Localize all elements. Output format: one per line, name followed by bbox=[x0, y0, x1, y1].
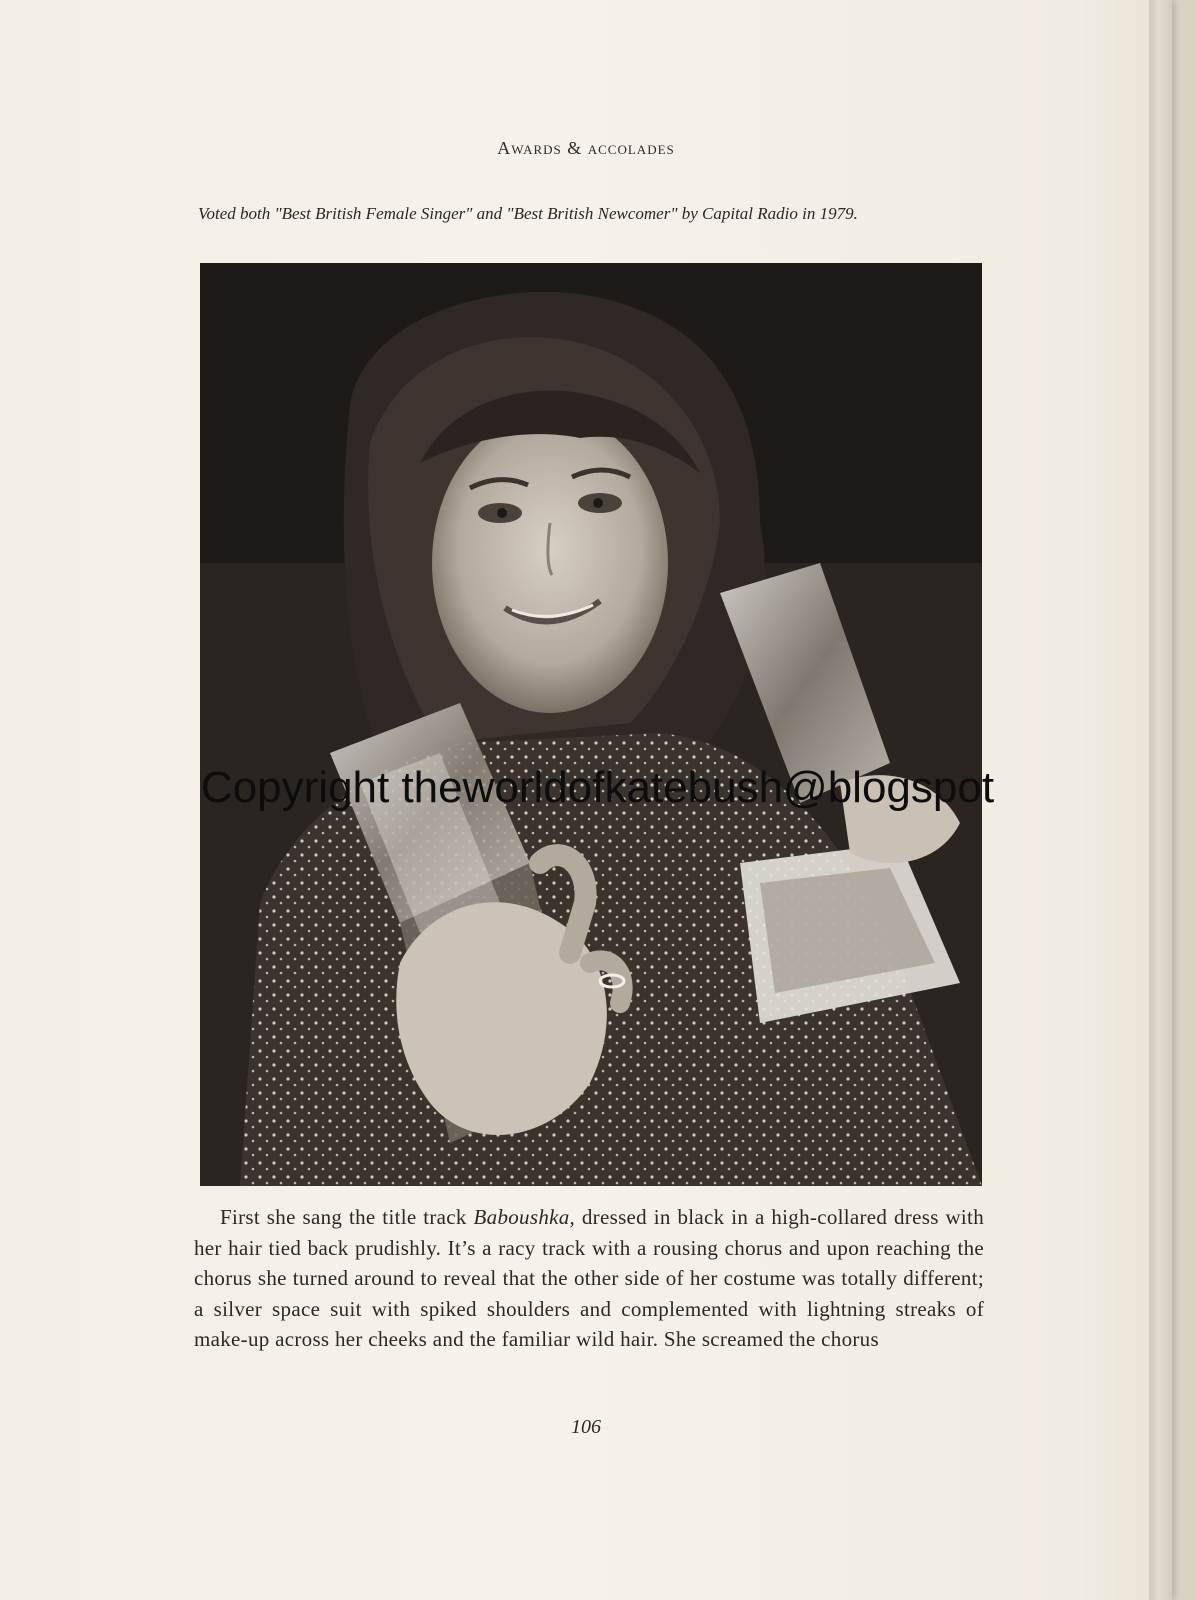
photo-caption: Voted both "Best British Female Singer" and "Best British Newcomer" by Capital Radio in 1979. bbox=[198, 204, 858, 223]
body-text-after-title: , dressed in black in a high-collared dress with her hair tied back prudishly. It’s a racy track with a rousing chorus and upon reaching the chorus she turned around to reveal that the other side of her costume was totally different; a silver space suit with spiked shoulders and complemented with lightning streaks of make-up across her cheeks and the familiar wild hair. She screamed the chorus bbox=[194, 1205, 984, 1351]
page-number: 106 bbox=[571, 1416, 601, 1438]
photo-illustration bbox=[200, 263, 982, 1186]
body-paragraph bbox=[194, 1202, 984, 1355]
copyright-watermark: Copyright theworldofkatebush@blogspot bbox=[200, 763, 995, 812]
body-text-before-title: First she sang the title track bbox=[220, 1205, 474, 1229]
photograph bbox=[200, 263, 982, 1186]
body-text bbox=[194, 1202, 984, 1355]
song-title: Baboushka bbox=[473, 1205, 570, 1229]
running-head: Awards & accolades bbox=[497, 138, 675, 158]
